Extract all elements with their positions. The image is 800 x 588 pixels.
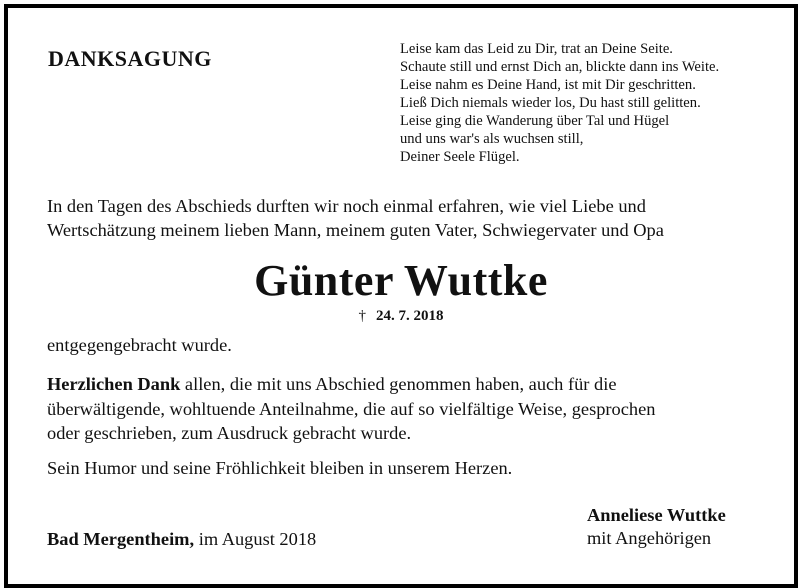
signature-block (587, 504, 726, 550)
date: im August 2018 (194, 529, 317, 549)
thanks-rest: allen, die mit uns Abschied genommen haben, auch für die (180, 374, 617, 394)
poem-line: Leise ging die Wanderung über Tal und Hügel (400, 113, 670, 129)
poem (400, 40, 719, 166)
place-date (47, 529, 316, 550)
death-date: 24. 7. 2018 (376, 308, 444, 324)
notice-heading: DANKSAGUNG (48, 46, 212, 71)
death-date-line (8, 308, 794, 325)
intro-paragraph (47, 194, 664, 242)
intro-end: entgegengebracht wurde. (47, 335, 232, 355)
poem-line: Ließ Dich niemals wieder los, Du hast still gelitten. (400, 95, 701, 111)
poem-line: Leise kam das Leid zu Dir, trat an Deine Seite. (400, 41, 673, 57)
intro-line: In den Tagen des Abschieds durften wir noch einmal erfahren, wie viel Liebe und (47, 196, 646, 216)
thanks-line: überwältigende, wohltuende Anteilnahme, die auf so vielfältige Weise, gesprochen (47, 398, 656, 419)
intro-line: Wertschätzung meinem lieben Mann, meinem guten Vater, Schwiegervater und Opa (47, 220, 664, 240)
thanks-line (47, 372, 655, 397)
deceased-name: Günter Wuttke (254, 256, 548, 305)
obituary-notice (4, 4, 798, 588)
humor-line: Sein Humor und seine Fröhlichkeit bleiben in unserem Herzen. (47, 458, 513, 478)
thanks-line: oder geschrieben, zum Ausdruck gebracht wurde. (47, 423, 412, 443)
place: Bad Mergentheim, (47, 529, 195, 549)
poem-line: und uns war's als wuchsen still, (400, 131, 584, 147)
poem-line: Schaute still und ernst Dich an, blickte dann ins Weite. (400, 59, 720, 75)
cross-icon: † (358, 308, 366, 324)
poem-line: Leise nahm es Deine Hand, ist mit Dir geschritten. (400, 77, 696, 93)
signer-sub: mit Angehörigen (587, 528, 712, 548)
thanks-bold: Herzlichen Dank (47, 374, 181, 394)
poem-line: Deiner Seele Flügel. (400, 149, 520, 165)
thanks-paragraph (47, 372, 655, 446)
signer-name: Anneliese Wuttke (587, 505, 726, 525)
